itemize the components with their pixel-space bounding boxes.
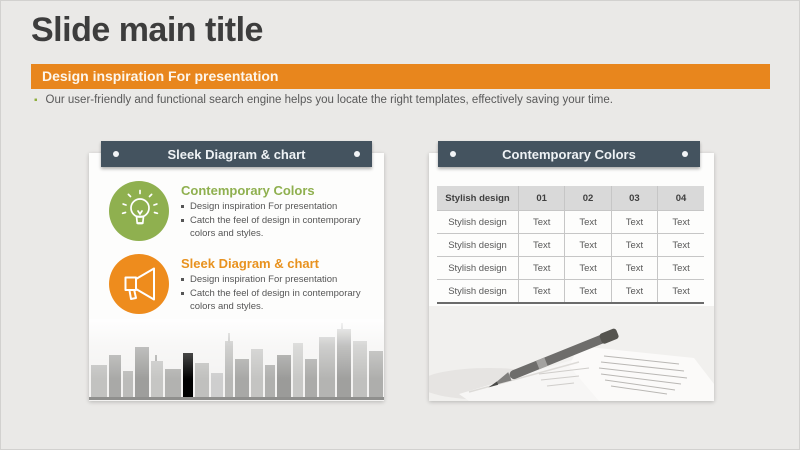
table-cell: Text — [519, 234, 565, 257]
accent-banner: Design inspiration For presentation — [31, 64, 770, 89]
megaphone-icon — [109, 254, 169, 314]
table-cell: Text — [519, 257, 565, 280]
table-cell: Text — [658, 234, 704, 257]
left-panel-header-title: Sleek Diagram & chart — [167, 146, 306, 162]
slide-title: Slide main title — [31, 11, 263, 49]
table-cell: Text — [658, 211, 704, 234]
right-panel-header-title: Contemporary Colors — [502, 146, 636, 162]
pen-on-paper-photo — [429, 306, 714, 401]
table-cell: Text — [611, 211, 657, 234]
feature-bullet: Design inspiration For presentation — [181, 274, 371, 286]
table-header-row — [437, 186, 704, 211]
feature-bullet-list — [181, 274, 371, 313]
city-skyline-photo — [89, 319, 384, 401]
right-card — [429, 153, 714, 401]
design-table — [437, 186, 704, 304]
intro-bullet-text: Our user-friendly and functional search engine helps you locate the right templates, effectively saving your time. — [45, 94, 613, 106]
table-cell: Text — [611, 234, 657, 257]
header-dot-right-icon — [354, 151, 360, 157]
feature-item-contemporary-colors — [109, 181, 371, 242]
table-header-cell: 02 — [565, 186, 611, 211]
table-cell: Text — [658, 280, 704, 304]
table-row — [437, 280, 704, 304]
table-row — [437, 257, 704, 280]
table-cell: Text — [519, 211, 565, 234]
left-card — [89, 153, 384, 401]
bullet-marker: ▪ — [34, 95, 38, 106]
table-cell: Text — [519, 280, 565, 304]
table-header-cell: 03 — [611, 186, 657, 211]
feature-bullet: Design inspiration For presentation — [181, 201, 371, 213]
feature-item-sleek-diagram — [109, 254, 371, 315]
table-header-cell: 01 — [519, 186, 565, 211]
right-panel-header — [438, 141, 700, 167]
table-cell: Text — [611, 257, 657, 280]
table-cell: Text — [658, 257, 704, 280]
table-cell: Text — [565, 280, 611, 304]
intro-bullet-row — [34, 94, 774, 108]
table-row — [437, 211, 704, 234]
header-dot-right-icon — [682, 151, 688, 157]
feature-bullet: Catch the feel of design in contemporary colors and styles. — [181, 215, 371, 240]
feature-title: Sleek Diagram & chart — [181, 256, 320, 271]
table-row — [437, 234, 704, 257]
header-dot-left-icon — [450, 151, 456, 157]
lightbulb-icon — [109, 181, 169, 241]
table-cell: Stylish design — [437, 280, 519, 304]
table-cell: Stylish design — [437, 211, 519, 234]
table-cell: Text — [565, 234, 611, 257]
table-cell: Text — [565, 211, 611, 234]
left-panel-header — [101, 141, 372, 167]
feature-title: Contemporary Colors — [181, 183, 315, 198]
table-header-cell: Stylish design — [437, 186, 519, 211]
table-cell: Stylish design — [437, 234, 519, 257]
header-dot-left-icon — [113, 151, 119, 157]
table-header-cell: 04 — [658, 186, 704, 211]
feature-bullet-list — [181, 201, 371, 240]
feature-bullet: Catch the feel of design in contemporary colors and styles. — [181, 288, 371, 313]
table-cell: Stylish design — [437, 257, 519, 280]
table-cell: Text — [611, 280, 657, 304]
table-cell: Text — [565, 257, 611, 280]
